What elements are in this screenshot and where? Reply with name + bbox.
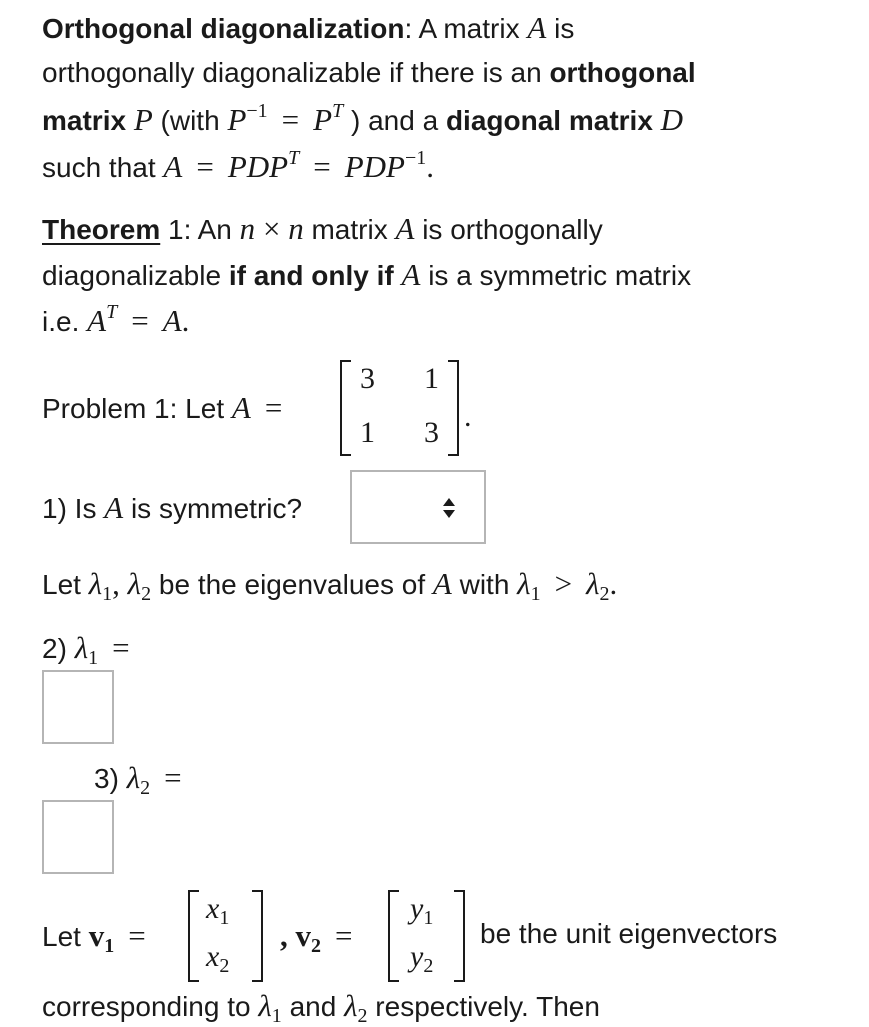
vectors-text: be the unit eigenvectors	[480, 918, 778, 949]
vectors-v2-label: , $v_2$ =	[280, 918, 353, 957]
question-1: 1) Is A is symmetric?	[42, 490, 303, 525]
symmetric-select[interactable]	[350, 470, 486, 544]
matrix-cell: 1	[360, 416, 375, 449]
definition-line-2: orthogonally diagonalizable if there is an orthogonal	[42, 57, 696, 88]
vector-entry: $y_1$	[410, 892, 434, 929]
vector-v1	[188, 890, 268, 982]
eigenvalues-intro: Let $\lambda_1$, $\lambda_2$ be the eigenvalues of A with $\lambda_1 > \lambda_2$.	[42, 566, 618, 605]
definition-line-4: such that $A = PDP^T = PDP^{-1}$.	[42, 147, 434, 184]
problem-intro: Problem 1: Let A =	[42, 390, 283, 425]
definition-line-3: matrix P (with $P^{-1} = P^T$ ) and a diagonal matrix D	[42, 100, 684, 137]
theorem-label: Theorem	[42, 214, 161, 245]
definition-title: Orthogonal diagonalization	[42, 13, 405, 44]
vector-entry: $x_2$	[206, 940, 230, 977]
lambda2-input[interactable]	[42, 800, 114, 874]
matrix-cell: 3	[424, 416, 439, 449]
updown-arrow-icon	[442, 494, 456, 522]
vectors-line-2: corresponding to $\lambda_1$ and $\lambda_2$ respectively. Then	[42, 988, 600, 1027]
right-bracket	[448, 360, 459, 456]
vector-entry: $x_1$	[206, 892, 230, 929]
vector-v2	[388, 890, 468, 982]
theorem-line-1: Theorem 1: An n × n matrix A is orthogonally	[42, 211, 603, 246]
vector-entry: $y_2$	[410, 940, 434, 977]
lambda1-input[interactable]	[42, 670, 114, 744]
matrix-cell: 1	[424, 362, 439, 395]
theorem-line-2: diagonalizable if and only if A is a symmetric matrix	[42, 257, 692, 292]
matrix-cell: 3	[360, 362, 375, 395]
theorem-line-3: i.e. $A^T = A$.	[42, 301, 190, 338]
vectors-let: Let $v_1$ =	[42, 918, 146, 957]
question-3: 3) $\lambda_2$ =	[94, 760, 182, 799]
matrix-a: 3 1 1 3 .	[340, 360, 470, 456]
question-2: 2) $\lambda_1$ =	[42, 630, 130, 669]
definition-line-1: Orthogonal diagonalization: A matrix A is	[42, 10, 575, 45]
left-bracket	[340, 360, 351, 456]
